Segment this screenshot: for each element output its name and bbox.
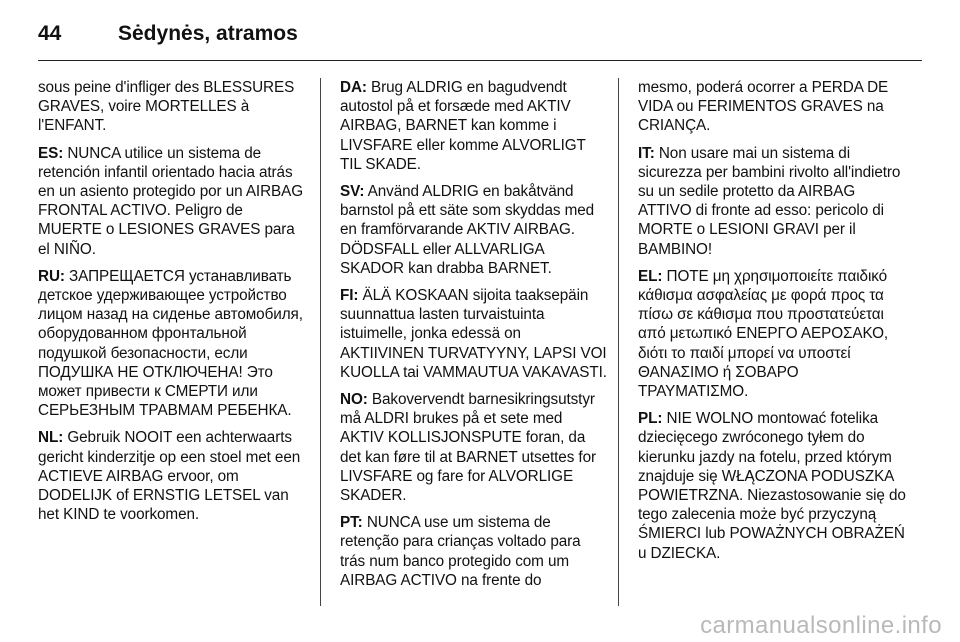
paragraph-text: NIE WOLNO montować fotelika dziecięcego zwróconego tyłem do kierunku jazdy na fotelu, przed którym znajduje się WŁĄCZONA PODUSZKA POWIETRZNA. Niezastosowanie się do tego zalecenia może być przyczyną ŚMIERCI lub POWAŻNYCH OBRAŻEŃ u DZIECKA. bbox=[638, 410, 906, 562]
language-code: SV: bbox=[340, 183, 365, 201]
text-column-3 bbox=[638, 78, 908, 571]
page-title: Sėdynės, atramos bbox=[118, 22, 298, 45]
paragraph-text: ÄLÄ KOSKAAN sijoita taaksepäin suunnattua lasten turvaistuinta istuimelle, jonka edessä on AKTIIVINEN TURVATYYNY, LAPSI VOI KUOLLA tai VAMMAUTUA VAKAVASTI. bbox=[340, 287, 607, 381]
warning-paragraph bbox=[38, 78, 306, 136]
warning-paragraph bbox=[38, 267, 306, 421]
language-code: EL: bbox=[638, 267, 663, 285]
warning-paragraph bbox=[638, 144, 908, 259]
warning-paragraph bbox=[340, 78, 608, 174]
warning-paragraph bbox=[638, 409, 908, 563]
page-header bbox=[38, 14, 922, 54]
warning-paragraph bbox=[340, 513, 608, 590]
language-code: NL: bbox=[38, 429, 64, 447]
paragraph-text: ΠΟΤΕ μη χρησιμοποιείτε παιδικό κάθισμα ασφαλείας με φορά προς τα πίσω σε κάθισμα που προστατεύεται από μετωπικό ΕΝΕΡΓΟ ΑΕΡΟΣΑΚΟ, διότι το παιδί μπορεί να υποστεί ΘΑΝΑΣΙΜΟ ή ΣΟΒΑΡΟ ΤΡΑΥΜΑΤΙΣΜΟ. bbox=[638, 267, 889, 401]
paragraph-text: Använd ALDRIG en bakåtvänd barnstol på ett säte som skyddas med en framförvarande AKTIV AIRBAG. DÖDSFALL eller ALLVARLIGA SKADOR kan drabba BARNET. bbox=[340, 183, 595, 277]
warning-paragraph bbox=[340, 390, 608, 505]
language-code: IT: bbox=[638, 144, 655, 162]
language-code: PL: bbox=[638, 410, 663, 428]
header-rule bbox=[38, 60, 922, 61]
warning-paragraph bbox=[38, 144, 306, 259]
warning-paragraph bbox=[638, 267, 908, 401]
paragraph-text: NUNCA use um sistema de retenção para crianças voltado para trás num banco protegido com um AIRBAG ACTIVO na frente do bbox=[340, 514, 581, 589]
text-column-2 bbox=[340, 78, 608, 598]
paragraph-text: NUNCA utilice un sistema de retención infantil orientado hacia atrás en un asiento protegido por un AIRBAG FRONTAL ACTIVO. Peligro de MUERTE o LESIONES GRAVES para el NIÑO. bbox=[38, 144, 304, 258]
paragraph-text: mesmo, poderá ocorrer a PERDA DE VIDA ou FERIMENTOS GRAVES na CRIANÇA. bbox=[638, 79, 889, 135]
warning-paragraph bbox=[340, 286, 608, 382]
paragraph-text: Gebruik NOOIT een achterwaarts gericht kinderzitje op een stoel met een ACTIEVE AIRBAG ervoor, om DODELIJK of ERNSTIG LETSEL van het KIND te voorkomen. bbox=[38, 429, 301, 524]
column-divider bbox=[618, 78, 619, 606]
warning-paragraph bbox=[340, 182, 608, 278]
language-code: FI: bbox=[340, 287, 359, 305]
warning-paragraph bbox=[38, 428, 306, 524]
watermark: carmanualsonline.info bbox=[700, 612, 942, 639]
text-column-1 bbox=[38, 78, 306, 532]
language-code: RU: bbox=[38, 267, 65, 285]
warning-paragraph bbox=[638, 78, 908, 136]
language-code: PT: bbox=[340, 514, 363, 532]
language-code: DA: bbox=[340, 79, 367, 96]
language-code: NO: bbox=[340, 391, 368, 409]
column-divider bbox=[320, 78, 321, 606]
paragraph-text: sous peine d'infliger des BLESSURES GRAVES, voire MORTELLES à l'ENFANT. bbox=[38, 79, 295, 135]
paragraph-text: Brug ALDRIG en bagudvendt autostol på et forsæde med AKTIV AIRBAG, BARNET kan komme i LIVSFARE eller komme ALVORLIGT TIL SKADE. bbox=[340, 79, 586, 173]
paragraph-text: Bakovervendt barnesikringsutstyr må ALDRI brukes på et sete med AKTIV KOLLISJONSPUTE foran, da det kan føre til at BARNET utsettes for LIVSFARE og fare for ALVORLIGE SKADER. bbox=[340, 391, 596, 505]
paragraph-text: Non usare mai un sistema di sicurezza per bambini rivolto all'indietro su un sedile protetto da AIRBAG ATTIVO di fronte ad esso: pericolo di MORTE o LESIONI GRAVI per il BAMBINO! bbox=[638, 144, 901, 258]
language-code: ES: bbox=[38, 144, 64, 162]
page-number: 44 bbox=[38, 22, 62, 45]
paragraph-text: ЗАПРЕЩАЕТСЯ устанавливать детское удерживающее устройство лицом назад на сиденье автомобиля, оборудованном фронтальной подушкой безопасности, если ПОДУШКА НЕ ОТКЛЮЧЕНА! Это может привести к СМЕРТИ или СЕРЬЕЗНЫМ ТРАВМАМ РЕБЕНКА. bbox=[38, 267, 303, 420]
